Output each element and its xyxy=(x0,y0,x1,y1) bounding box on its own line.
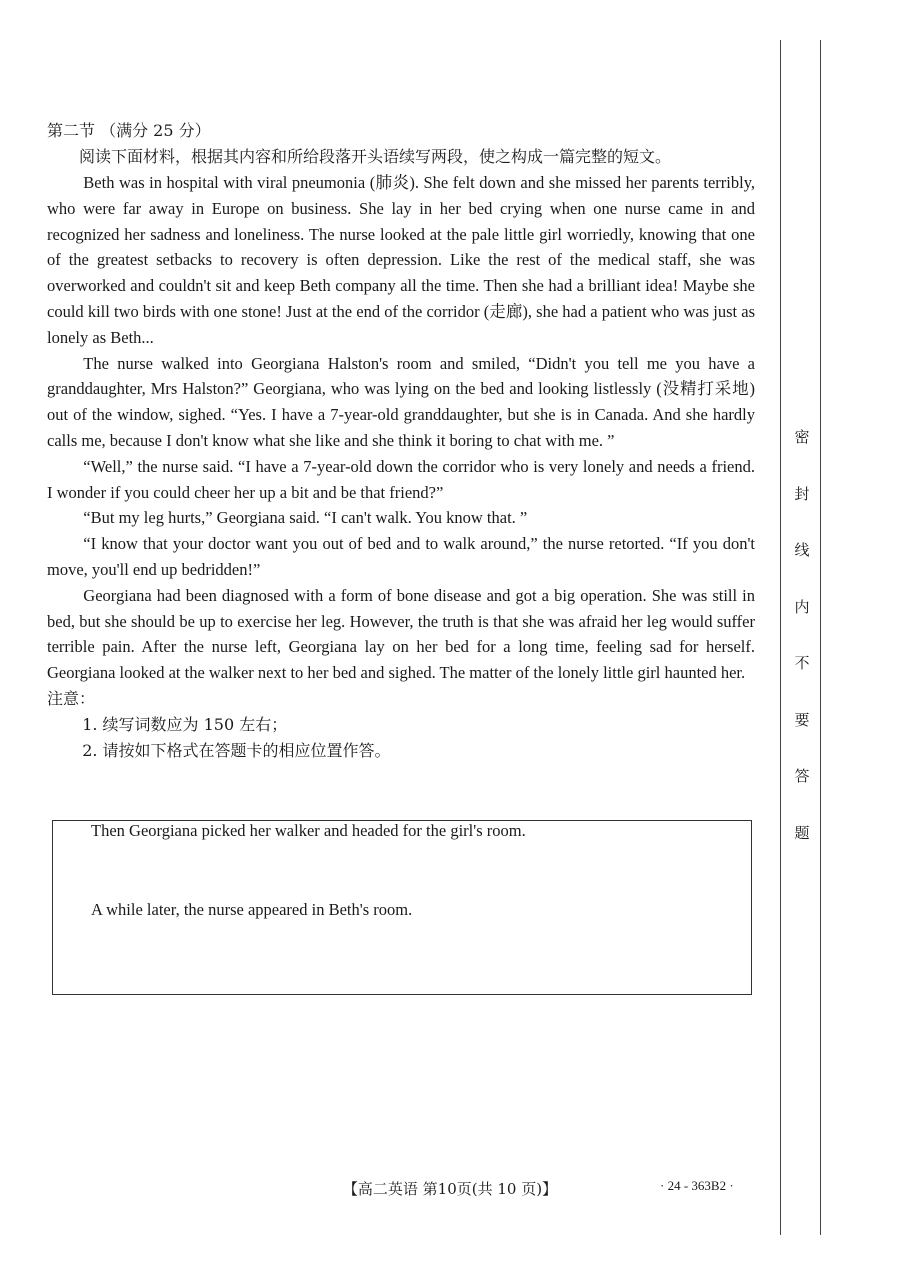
binding-char: 题 xyxy=(794,823,810,842)
passage-paragraph: Beth was in hospital with viral pneumonia (肺炎). She felt down and she missed her parents terribly, who were far away in Europe on business. She lay in her bed crying when one nurse came in and recognized her sadness and loneliness. The nurse looked at the pale little girl worriedly, knowing that one of the greatest setbacks to recovery is often depression. Like the rest of the medical staff, she was overworked and couldn't sit and keep Beth company all the time. Then she had a brilliant idea! Maybe she could kill two birds with one stone! Just at the end of the corridor (走廊), she had a patient who was just as lonely as Beth... xyxy=(47,173,755,347)
footer-page-title: 【高二英语 第10页(共 10 页)】 xyxy=(342,1180,558,1198)
note-item: 1. 续写词数应为 150 左右； xyxy=(82,714,288,734)
section-content xyxy=(47,118,755,764)
binding-char: 封 xyxy=(794,484,810,503)
answer-box xyxy=(52,820,752,995)
binding-char: 密 xyxy=(794,428,810,446)
section-instruction: 阅读下面材料，根据其内容和所给段落开头语续写两段，使之构成一篇完整的短文。 xyxy=(79,147,672,166)
passage-paragraph: “But my leg hurts,” Georgiana said. “I can't walk. You know that. ” xyxy=(83,508,528,528)
section-heading: 第二节 （满分 25 分） xyxy=(47,121,211,140)
passage-paragraph: “Well,” the nurse said. “I have a 7-year-old down the corridor who is very lonely and needs a friend. I wonder if you could cheer her up a bit and be that friend?” xyxy=(47,456,755,502)
answer-paragraph-start-2: A while later, the nurse appeared in Beth's room. xyxy=(91,900,413,919)
passage-paragraph: “I know that your doctor want you out of bed and to walk around,” the nurse retorted. “If you don't move, you'll end up bedridden!” xyxy=(47,534,755,579)
binding-char: 不 xyxy=(794,654,810,672)
notes-title: 注意： xyxy=(47,688,96,708)
binding-char: 要 xyxy=(794,710,810,729)
answer-paragraph-start-1: Then Georgiana picked her walker and headed for the girl's room. xyxy=(91,821,526,840)
binding-margin-text xyxy=(790,430,814,882)
passage-paragraph: Georgiana had been diagnosed with a form of bone disease and got a big operation. She was still in bed, but she should be up to exercise her leg. However, the truth is that she was afraid her leg would suffer terrible pain. After the nurse left, Georgiana lay on her bed for a long time, feeling sad for herself. Georgiana looked at the walker next to her bed and sighed. The matter of the lonely little girl haunted her. xyxy=(47,585,755,683)
binding-char: 答 xyxy=(794,767,810,785)
binding-char: 内 xyxy=(794,597,810,616)
binding-line xyxy=(820,40,821,1235)
binding-char: 线 xyxy=(794,541,810,559)
passage-paragraph: The nurse walked into Georgiana Halston's room and smiled, “Didn't you tell me you have a granddaughter, Mrs Halston?” Georgiana, who was lying on the bed and looking listlessly (没精打采地) out of the window, sighed. “Yes. I have a 7-year-old granddaughter, but she is in Canada. And she hardly calls me, because I don't know what she like and she think it boring to chat with me. ” xyxy=(47,353,755,450)
binding-line xyxy=(780,40,781,1235)
note-item: 2. 请按如下格式在答题卡的相应位置作答。 xyxy=(82,740,391,760)
footer-exam-code: · 24 - 363B2 · xyxy=(660,1178,734,1193)
